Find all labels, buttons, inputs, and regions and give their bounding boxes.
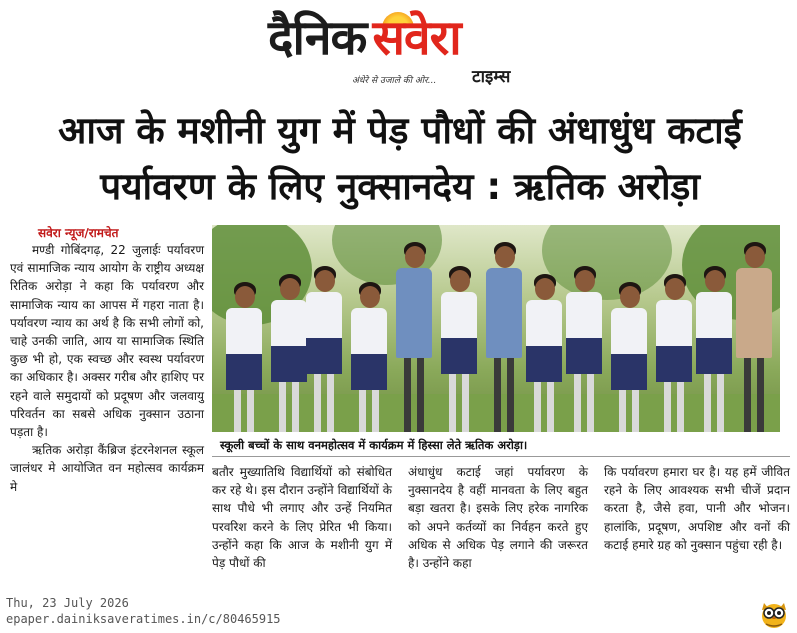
photo-person [652,274,696,432]
article-photo [212,225,780,432]
photo-person [482,242,526,432]
article-column-2 [212,463,392,572]
footer-date: Thu, 23 July 2026 [6,596,129,610]
article-paragraph: कि पर्यावरण हमारा घर है। यह हमें जीवित रहने के लिए आवश्यक सभी चीजें प्रदान करता है, जैसे हवा, पानी और भोजन। हालांकि, प्रदूषण, अपशिष्ट और वनों की कटाई हमारे ग्रह को नुक्सान पहुंचा रही है। [604,465,790,552]
logo-times: टाइम्स [472,67,511,87]
byline: सवेरा न्यूज/रामचेत [38,226,119,240]
logo-tagline: अंधेरे से उजाले की ओर... [352,76,437,86]
photo-person [437,266,481,432]
photo-person [522,274,566,432]
footer-url-link[interactable]: epaper.dainiksaveratimes.in/c/80465915 [6,612,281,626]
article-paragraph: अंधाधुंध कटाई जहां पर्यावरण के नुक्सानदेय है वहीं मानवता के लिए बहुत बड़ा खतरा है। इसके लिए हरेक नागरिक को अपने कर्तव्यों का निर्वहन करते हुए अधिक से अधिक पेड़ लगाने की जरूरत है। उन्होंने कहा [408,465,588,571]
headline-line-1: आज के मशीनी युग में पेड़ पौधों की अंधाधुंध कटाई [58,109,742,152]
article-column-4 [604,463,790,554]
photo-person [562,266,606,432]
photo-person [302,266,346,432]
owl-icon[interactable] [758,597,790,629]
article-column-1 [10,241,204,496]
article-paragraph: मण्डी गोबिंदगढ़, 22 जुलाईः पर्यावरण एवं सामाजिक न्याय आयोग के राष्ट्रीय अध्यक्ष रितिक अरोड़ा ने कहा कि पर्यावरण और सामाजिक न्याय का आपस में गहरा नाता है। पर्यावरण न्याय का अर्थ है कि सभी लोगों को, चाहे उनकी जाति, आय या सामाजिक स्थिति कुछ भी हो, एक स्वच्छ और स्वस्थ पर्यावरण का अधिकार है। अक्सर गरीब और हाशिए पर रहने वाले समुदायों को प्रदूषण और जलवायु परिवर्तन का सबसे अधिक नुक्सान उठाना पड़ता है। [10,243,204,440]
photo-person [732,242,776,432]
photo-person [347,282,391,432]
newspaper-logo[interactable] [268,10,461,66]
logo-word-savera: सवेरा [372,10,461,66]
photo-person [392,242,436,432]
masthead [0,0,797,92]
photo-person [222,282,266,432]
photo-person [692,266,736,432]
article-paragraph: ऋतिक अरोड़ा कैंब्रिज इंटरनेशनल स्कूल जालंधर मे आयोजित वन महोत्सव कार्यक्रम मे [10,443,204,494]
article-paragraph: बतौर मुख्यातिथि विद्यार्थियों को संबोधित कर रहे थे। इस दौरान उन्होंने विद्यार्थियों के साथ पौधे भी लगाए और उन्हें नियमित परवरिश करने के लिए प्रेरित भी किया। उन्होंने कहा कि आज के मशीनी युग में पेड़ पौधों की [212,465,392,571]
caption-divider [212,456,790,457]
headline-line-2: पर्यावरण के लिए नुक्सानदेय : ऋतिक अरोड़ा [100,165,700,208]
photo-person [607,282,651,432]
photo-caption: स्कूली बच्चों के साथ वनमहोत्सव में कार्यक्रम में हिस्सा लेते ऋतिक अरोड़ा। [220,438,528,452]
article-column-3 [408,463,588,572]
logo-word-dainik: दैनिक [268,10,367,66]
